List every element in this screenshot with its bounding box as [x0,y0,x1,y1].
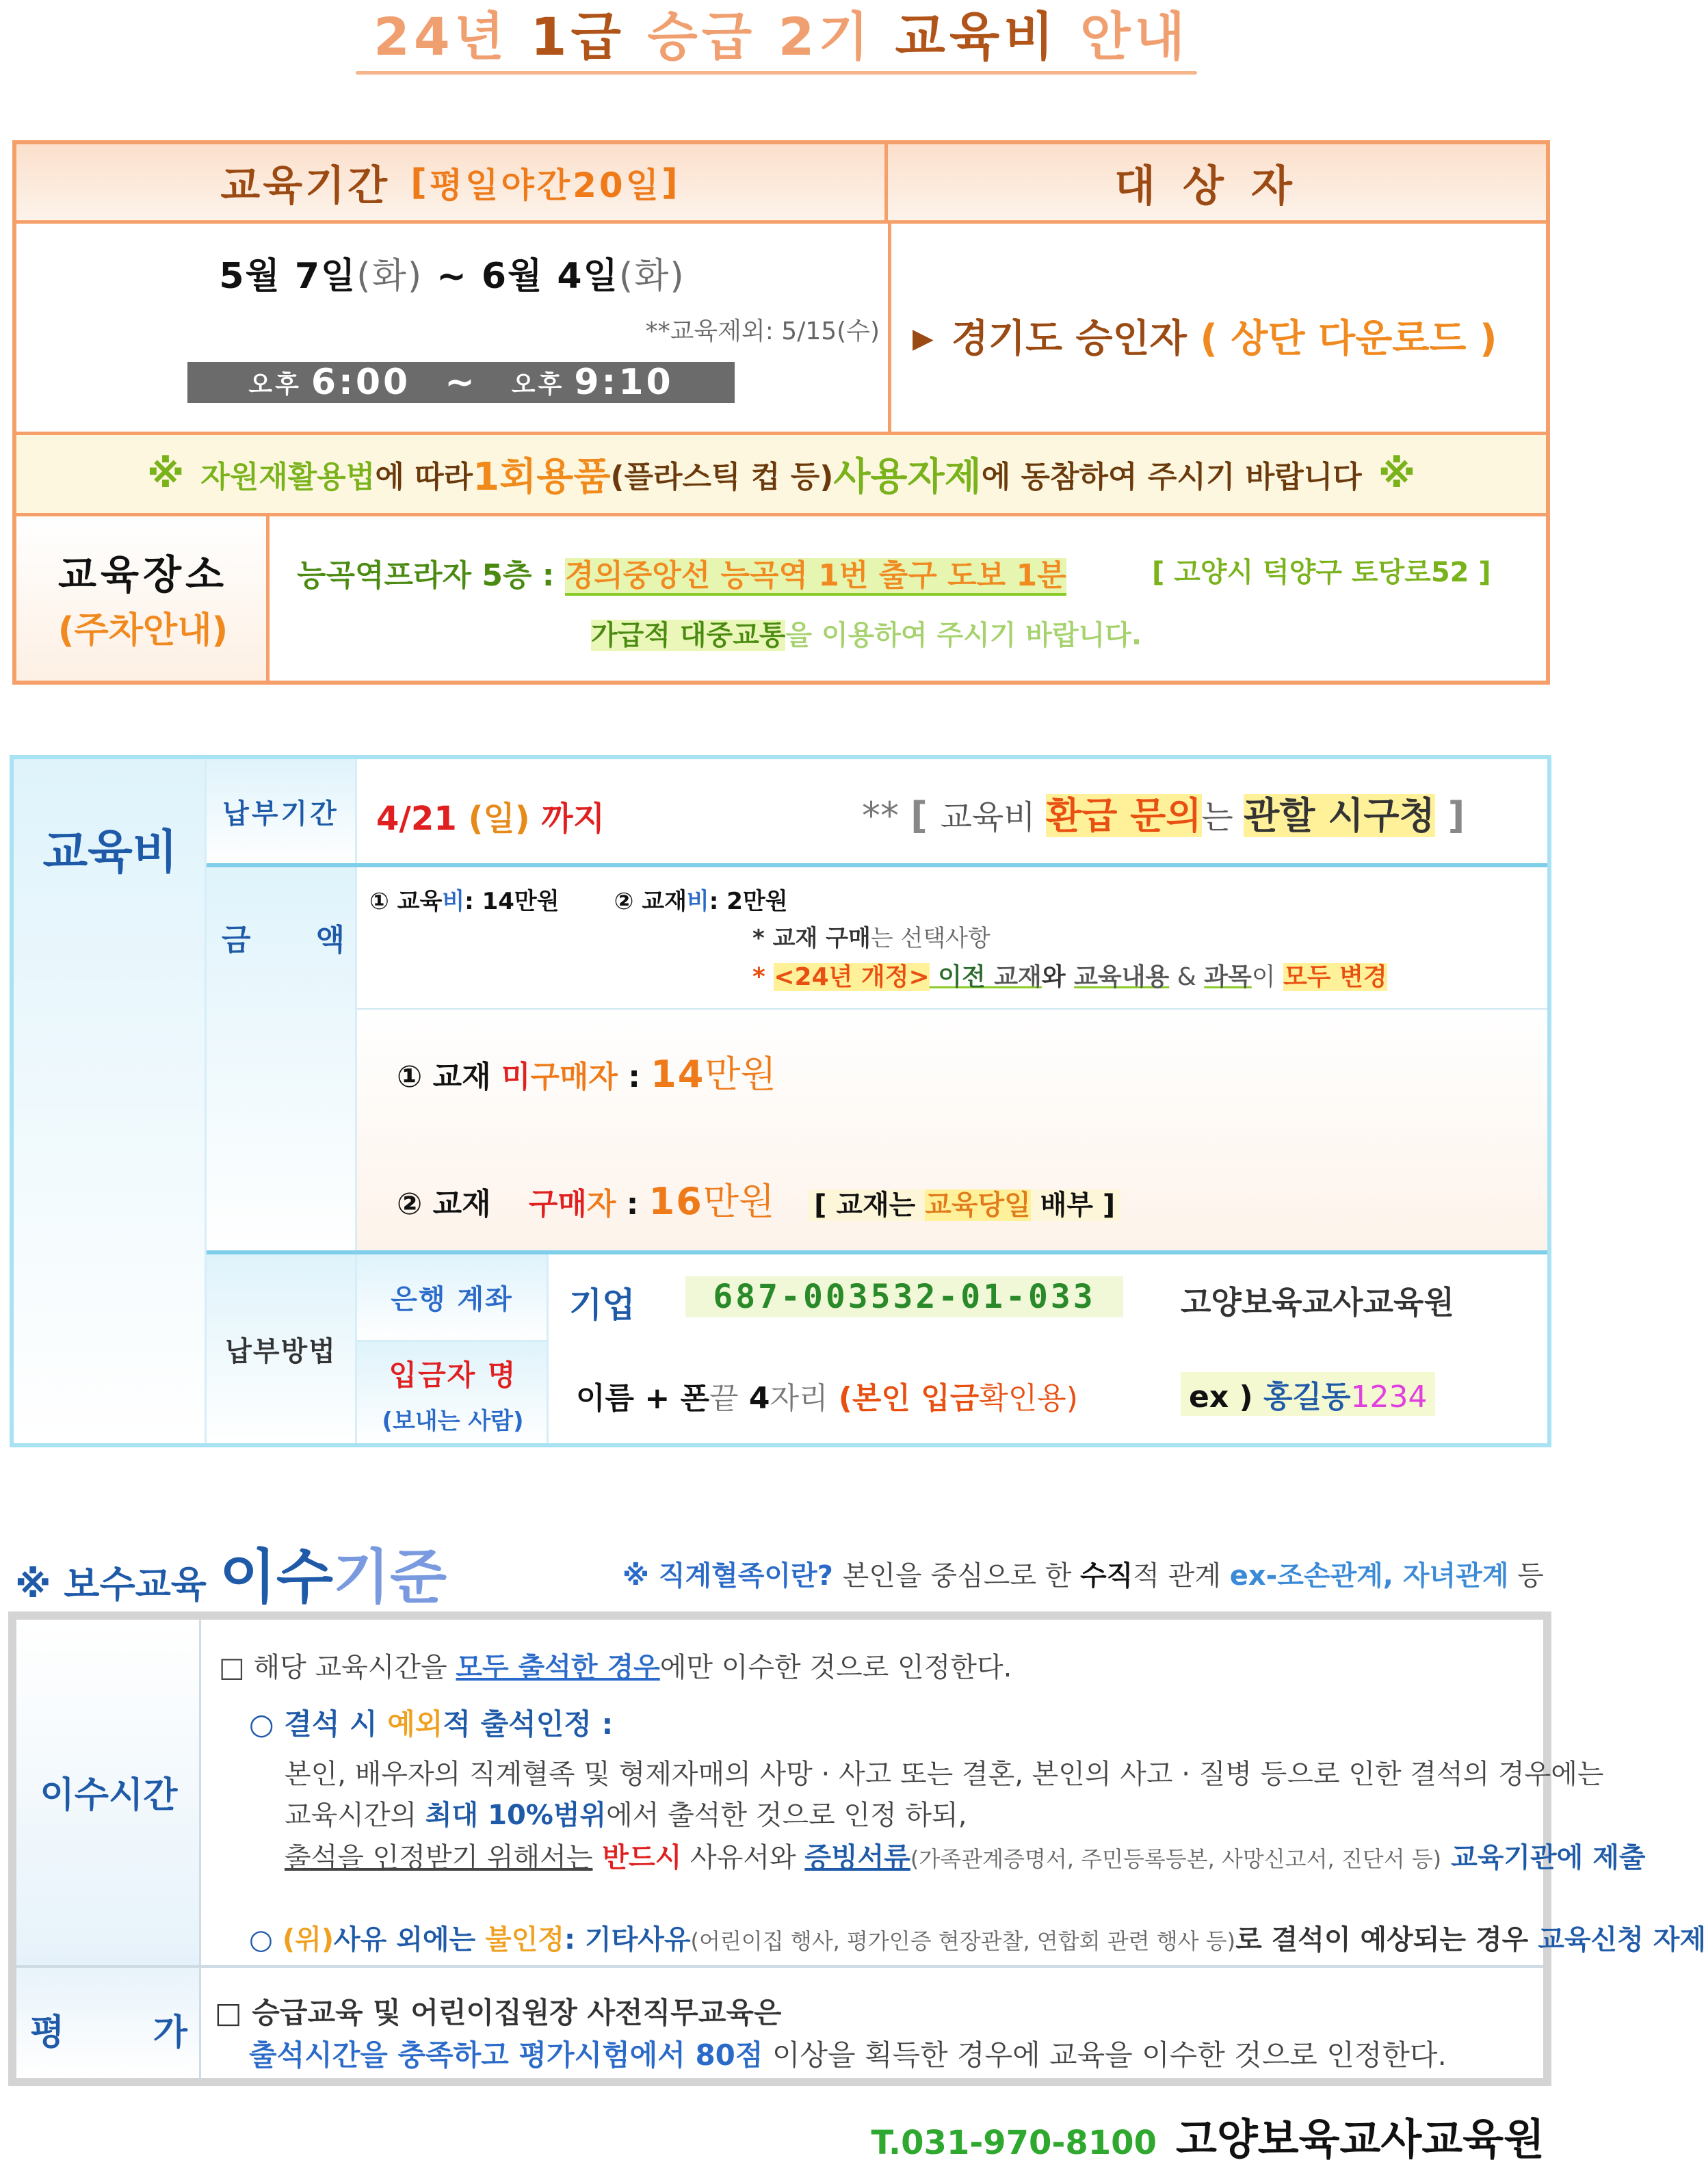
note-a: ※ 직계혈족이란? [622,1560,843,1592]
end-time: 9:10 [574,362,674,403]
route-walk: 도보 1분 [937,558,1066,596]
criteria-head-prefix: ※ 보수교육 [15,1563,220,1606]
eval-label-a: 평 [30,2012,65,2053]
opt1-label: ① 교재 [397,1060,501,1094]
evaluation-label-cell [16,1968,201,2078]
disposables: 1회용품 [473,455,611,499]
l1-b: 모두 출석한 경우 [456,1652,660,1683]
depositor-rule [576,1373,1078,1417]
title-round: 승급 2기 [647,6,895,67]
recycle-text-2: (플라스틱 컵 등) [610,460,834,495]
reference-mark-icon: ※ [146,451,185,497]
tuition-label: ① 교육 [369,888,443,915]
end-pm: 오후 [511,370,565,399]
deadline-date: 4/21 [376,800,469,838]
bracket-close: ] [661,161,681,203]
target-download-note: ( 상단 다운로드 ) [1200,317,1497,361]
public-transit: 가급적 대중교통 [591,620,786,651]
account-holder: 고양보육교사교육원 [1181,1284,1454,1321]
class-time-bar [187,362,735,403]
depositor-label [357,1342,549,1443]
l2-b: 예외 [387,1707,443,1741]
opt2-unit: 만원 [703,1180,775,1223]
refund-inquiry: 환급 문의 [1046,794,1202,837]
title-fee: 교육비 [895,6,1081,67]
option-no-textbook [397,1045,776,1098]
amount-label [207,867,357,1250]
exception-limit [285,1793,967,1832]
textbook-distribution-tag [809,1189,1120,1221]
triangle-right-icon: ▶ [913,323,934,354]
example-prefix: ex ) [1189,1380,1263,1415]
opt2-buyer: 자 [586,1187,616,1222]
note2-and: 와 [1041,963,1075,991]
refund-open: [ [910,794,941,837]
period-header [16,144,888,224]
l5-e: (가족관계증명서, 주민등록등본, 사망신고서, 진단서 등) [910,1846,1442,1872]
l6-f: (어린이집 행사, 평가인증 현장관찰, 연합회 관련 행사 등) [690,1928,1236,1954]
refund-inquiry-note [862,787,1465,839]
time-separator: ~ [445,362,477,403]
l6-e: : 기타사유 [564,1924,691,1956]
place-directions [297,551,1066,594]
rule-b: 끝 [709,1381,739,1416]
transit-note [591,614,1142,653]
reference-mark-icon: ※ [1378,451,1416,497]
place-label [16,516,270,681]
bracket-open: [ [410,161,430,203]
place-label-title: 교육장소 [57,551,228,598]
tuition-amount: : 14만원 [464,888,560,915]
criteria-table [8,1611,1706,2086]
footer [0,2105,1545,2166]
l5-b: 반드시 [592,1842,682,1873]
evaluation-scope: □ 승급교육 및 어린이집원장 사전직무교육은 [215,1996,782,2029]
l4-a: 교육시간의 [285,1800,425,1831]
column-divider [888,224,891,433]
l8-b: 이상을 획득한 경우에 교육을 이수한 것으로 인정한다. [763,2038,1447,2072]
l1-c: 에만 이수한 것으로 인정한다. [659,1652,1012,1683]
note1-a: * 교재 구매 [752,925,871,952]
title-year: 24년 [373,6,531,67]
refund-fee: 교육비 [940,798,1047,837]
deadline-weekday: (일) [468,800,530,838]
textbook-amount: : 2만원 [709,888,788,915]
textbook-fee-suffix: 비 [686,888,709,915]
note-d: 적 관계 [1133,1560,1230,1592]
l2-a: ○ 결석 시 [249,1707,388,1741]
l4-b: 최대 10%범위 [425,1800,607,1831]
fee-title: 교육비 [42,826,178,880]
opt1-buyer: 구매자 [530,1060,618,1094]
opt1-amount: 14 [651,1053,705,1096]
refund-close: ] [1434,794,1465,837]
target-region: 경기도 승인자 [951,317,1200,361]
note-c: 수직 [1080,1560,1133,1592]
period-header-label: 교육기간 [220,161,391,210]
start-date: 5월 7일 [219,256,357,297]
start-time: 6:00 [311,362,411,403]
l6-b: (위) [282,1924,334,1956]
period-weekday: 평일야간 [429,165,573,205]
payment-period-label: 납부기간 [207,759,357,863]
opt1-unit: 만원 [705,1053,776,1096]
amount-label-b: 액 [315,923,345,958]
payment-method-label: 납부방법 [207,1254,357,1443]
divider [207,863,1547,867]
rule-e: (본인 입금 [828,1381,980,1416]
exception-reasons: 본인, 배우자의 직계혈족 및 형제자매의 사망 · 사고 또는 결혼, 본인의 사고 · 질병 등으로 인한 결석의 경우에는 [285,1759,1604,1790]
criteria-head-completion: 이수 [219,1543,333,1611]
page-title [0,5,1562,68]
note2-amp: & [1169,963,1205,991]
rule-c: 4 [738,1381,770,1416]
depositor-label-sub: (보내는 사람) [382,1408,524,1435]
deadline-until: 까지 [529,800,605,838]
refrain-use: 사용자제 [833,455,982,499]
excluded-date-note: **교육제외: 5/15(수) [645,317,880,345]
evaluation-rule [249,2033,1447,2074]
period-days: 20일 [573,165,661,205]
end-weekday: (화) [618,256,685,297]
refund-stars: ** [862,794,911,837]
eval-label-b: 가 [153,2012,187,2053]
schedule-section [12,140,1550,685]
l1-a: □ 해당 교육시간을 [219,1652,456,1683]
non-recognized-absence [249,1918,1706,1957]
l5-d: 증빙서류 [804,1842,910,1873]
note2-content: 교육내용 [1074,963,1170,991]
account-number[interactable]: 687-003532-01-033 [685,1276,1123,1317]
note-b: 본인을 중심으로 한 [842,1560,1081,1592]
hours-label: 이수시간 [40,1775,178,1816]
end-date: 6월 4일 [481,256,619,297]
l6-g: 로 결석이 예상되는 경우 [1235,1924,1538,1956]
place-address: [ 고양시 덕양구 토당로52 ] [1152,557,1491,588]
absence-exception-heading [249,1702,613,1743]
opt2-purchase: 구매 [528,1187,587,1222]
all-changed: 모두 변경 [1283,963,1387,991]
criteria-head-standard: 기준 [332,1543,447,1611]
lineal-relative-note [622,1554,1544,1593]
note2-i: 이 [1251,963,1284,991]
fee-title-cell [14,759,207,1443]
fee-section [10,755,1551,1447]
example-digits: 1234 [1350,1380,1428,1415]
payment-deadline [376,792,605,839]
title-guide: 안내 [1080,6,1189,67]
l6-c: 사유 외에는 [334,1924,486,1956]
opt2-colon: : [616,1187,649,1222]
period-dates [16,247,888,298]
l5-f: 교육기관에 제출 [1441,1842,1646,1873]
textbook-optional-note [752,919,990,953]
l2-c: 적 출석인정 : [443,1707,614,1741]
note-f: 등 [1508,1560,1544,1592]
parking-guide-label: (주차안내) [57,610,228,651]
option-with-textbook [397,1172,1120,1225]
tuition-fee-suffix: 비 [442,888,465,915]
start-weekday: (화) [356,256,423,297]
revision-note [752,958,1387,992]
transit-request: 을 이용하여 주시기 바랍니다. [785,620,1142,651]
bank-name: 기업 [569,1285,635,1325]
recycle-text-3: 에 동참하여 주시기 바랍니다 [981,460,1362,495]
opt2-label: ② 교재 [397,1187,501,1222]
title-underline [356,71,1197,75]
title-grade: 1급 [530,6,648,67]
rule-a: 이름 + 폰 [576,1381,710,1416]
organization-name: 고양보육교사교육원 [1175,2114,1545,2164]
rule-d: 자리 [770,1381,828,1416]
refund-office: 관할 시구청 [1244,794,1435,837]
recycle-law: 자원재활용법 [200,460,376,495]
recycle-text-1: 에 따라 [375,460,473,495]
depositor-example [1181,1372,1435,1416]
l5-a: 출석을 인정받기 위해서는 [285,1842,593,1873]
tag-c: 배부 ] [1030,1189,1116,1221]
l5-c: 사유서와 [681,1842,805,1873]
note2-subject: 과목 [1204,963,1252,991]
start-pm: 오후 [248,370,302,399]
place-name: 능곡역프라자 5층 : [297,558,565,593]
exception-documents [285,1836,1646,1875]
date-separator: ~ [423,256,482,297]
l8-a: 출석시간을 충족하고 평가시험에서 80점 [249,2038,763,2072]
depositor-label-title: 입금자 명 [389,1358,517,1392]
tag-day: 교육당일 [925,1189,1031,1221]
opt1-colon: : [617,1060,651,1094]
l6-d: 불인정 [485,1924,565,1956]
opt2-amount: 16 [648,1180,703,1223]
phone-number[interactable]: T.031-970-8100 [871,2124,1157,2162]
recycle-notice [16,432,1546,516]
rule-f: 확인용) [979,1381,1078,1416]
refund-is: 는 [1201,798,1244,837]
note2-textbook: 교재 [985,963,1042,991]
route-line: 경의중앙선 능곡역 1번 출구 [565,558,937,596]
fee-breakdown [369,882,788,916]
opt1-not: 미 [501,1060,531,1094]
example-name: 홍길동 [1263,1380,1351,1415]
l6-h: 교육신청 자제 [1538,1924,1706,1956]
amount-label-a: 금 [222,923,251,958]
divider [16,1965,1543,1968]
hours-label-cell [16,1620,201,1965]
target-text [913,308,1497,363]
l4-c: 에서 출석한 것으로 인정 하되, [606,1800,967,1831]
bank-account-label: 은행 계좌 [357,1254,549,1342]
revision-tag: <24년 개정> [774,963,930,991]
note2-star: * [752,963,774,991]
full-attendance-rule [219,1646,1012,1685]
tag-a: [ 교재는 [814,1189,926,1221]
textbook-label: ② 교재 [614,888,687,915]
criteria-heading [15,1529,447,1614]
l6-a: ○ [249,1924,283,1956]
note-e: ex-조손관계, 자녀관계 [1229,1560,1509,1592]
note2-before: 이전 [929,963,986,991]
note1-b: 는 선택사항 [870,925,990,952]
target-header: 대상자 [888,144,1546,224]
